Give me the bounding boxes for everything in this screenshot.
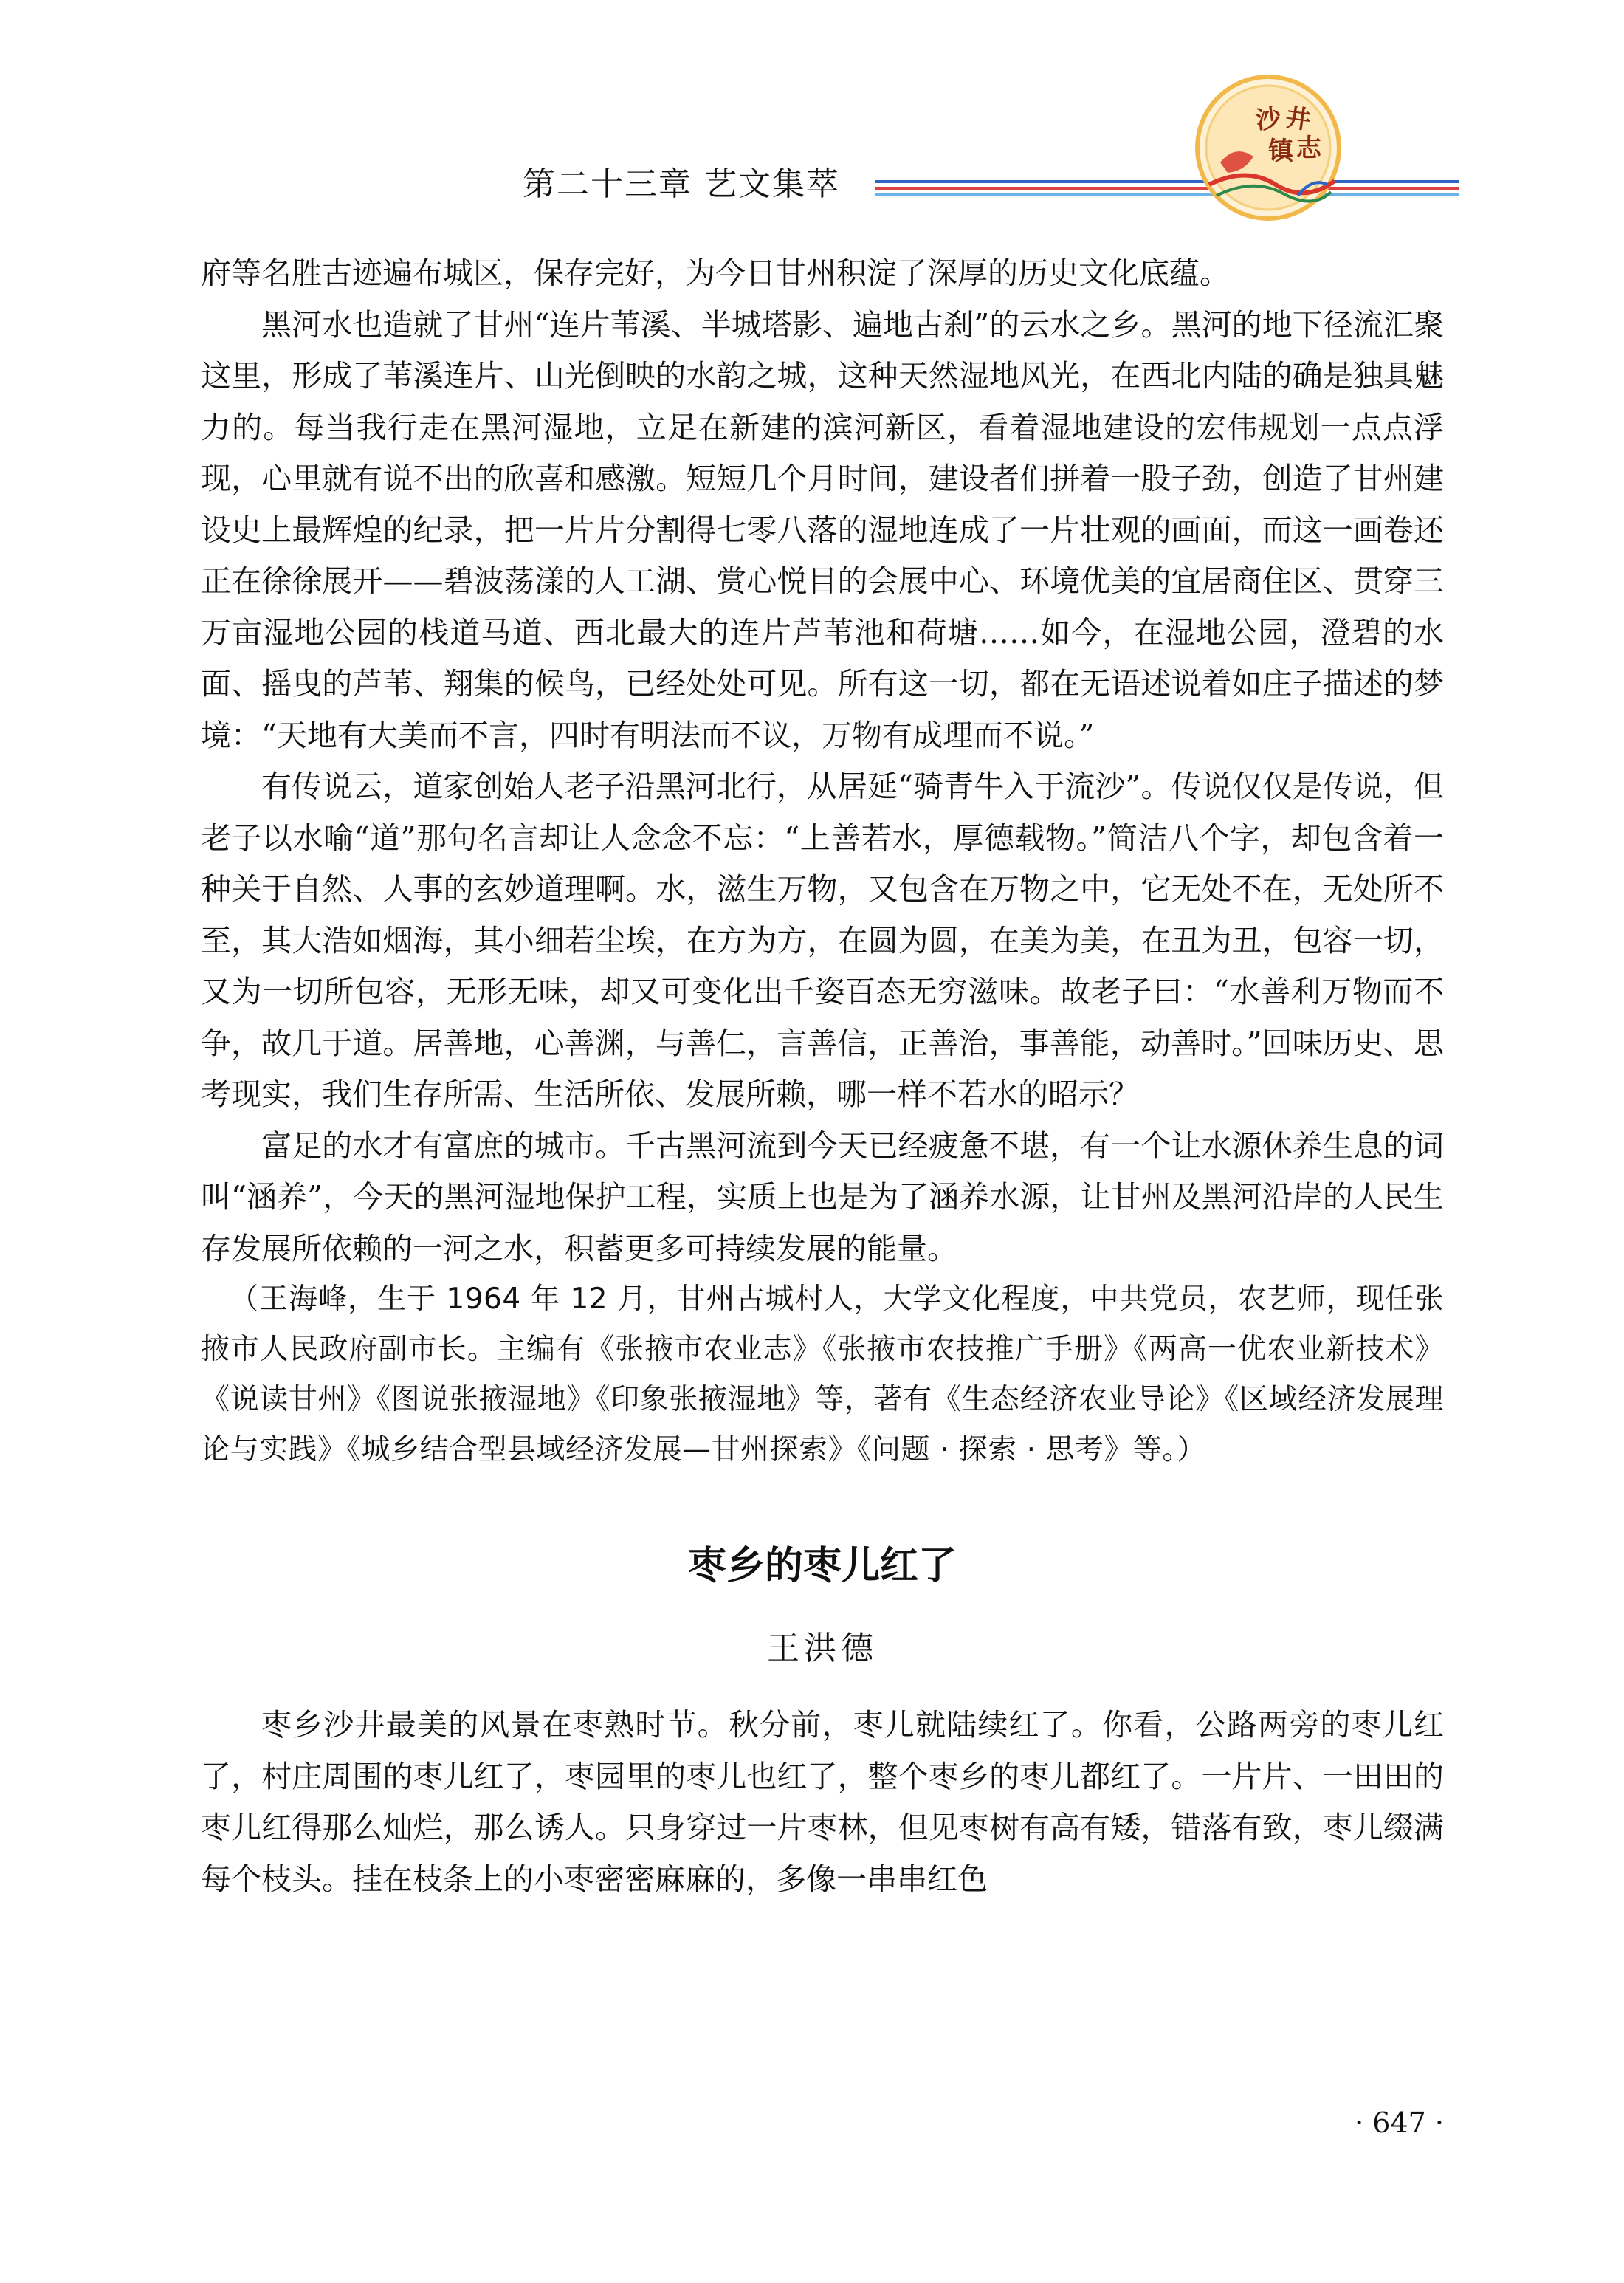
page-header bbox=[0, 0, 1624, 222]
article-paragraph-1: 枣乡沙井最美的风景在枣熟时节。秋分前，枣儿就陆续红了。你看，公路两旁的枣儿红了，村庄周围的枣儿红了，枣园里的枣儿也红了，整个枣乡的枣儿都红了。一片片、一田田的枣儿红得那么灿烂，那么诱人。只身穿过一片枣林，但见枣树有高有矮，错落有致，枣儿缀满每个枝头。挂在枝条上的小枣密密麻麻的，多像一串串红色 bbox=[201, 1707, 1444, 1897]
body-paragraph-2: 黑河水也造就了甘州“连片苇溪、半城塔影、遍地古刹”的云水之乡。黑河的地下径流汇聚这里，形成了苇溪连片、山光倒映的水韵之城，这种天然湿地风光，在西北内陆的确是独具魅力的。每当我行走在黑河湿地，立足在新建的滨河新区，看着湿地建设的宏伟规划一点点浮现，心里就有说不出的欣喜和感激。短短几个月时间，建设者们拼着一股子劲，创造了甘州建设史上最辉煌的纪录，把一片片分割得七零八落的湿地连成了一片壮观的画面，而这一画卷还正在徐徐展开——碧波荡漾的人工湖、赏心悦目的会展中心、环境优美的宜居商住区、贯穿三万亩湿地公园的栈道马道、西北最大的连片芦苇池和荷塘……如今，在湿地公园，澄碧的水面、摇曳的芦苇、翔集的候鸟，已经处处可见。所有这一切，都在无语述说着如庄子描述的梦境：“天地有大美而不言，四时有明法而不议，万物有成理而不说。” bbox=[201, 306, 1444, 753]
header-rule-light-blue bbox=[875, 193, 1459, 196]
page-content bbox=[201, 248, 1444, 1905]
header-rules bbox=[875, 180, 1459, 202]
emblem-char-3: 镇 bbox=[1268, 137, 1293, 166]
emblem-char-1: 沙 bbox=[1253, 103, 1283, 136]
page-number: · 647 · bbox=[1355, 2107, 1444, 2139]
emblem-seal-icon bbox=[1194, 74, 1342, 222]
body-paragraph-3: 有传说云，道家创始人老子沿黑河北行，从居延“骑青牛入于流沙”。传说仅仅是传说，但老子以水喻“道”那句名言却让人念念不忘：“上善若水，厚德载物。”简洁八个字，却包含着一种关于自然、人事的玄妙道理啊。水，滋生万物，又包含在万物之中，它无处不在，无处所不至，其大浩如烟海，其小细若尘埃，在方为方，在圆为圆，在美为美，在丑为丑，包容一切，又为一切所包容，无形无味，却又可变化出千姿百态无穷滋味。故老子曰：“水善利万物而不争，故几于道。居善地，心善渊，与善仁，言善信，正善治，事善能，动善时。”回味历史、思考现实，我们生存所需、生活所依、发展所赖，哪一样不若水的昭示？ bbox=[201, 769, 1444, 1112]
header-rule-blue bbox=[875, 180, 1459, 183]
emblem-char-2: 井 bbox=[1283, 103, 1312, 136]
town-chronicle-emblem bbox=[1194, 74, 1342, 222]
chapter-title: 第二十三章 艺文集萃 bbox=[523, 165, 840, 203]
article-title: 枣乡的枣儿红了 bbox=[687, 1544, 957, 1588]
header-rule-red bbox=[875, 187, 1459, 190]
emblem-char-4: 志 bbox=[1296, 134, 1321, 163]
author-bio-note: （王海峰，生于 1964 年 12 月，甘州古城村人，大学文化程度，中共党员，农艺师，现任张掖市人民政府副市长。主编有《张掖市农业志》《张掖市农技推广手册》《两高一优农业新技术》《说读甘州》《图说张掖湿地》《印象张掖湿地》等，著有《生态经济农业导论》《区域经济发展理论与实践》《城乡结合型县域经济发展—甘州探索》《问题 · 探索 · 思考》等。） bbox=[201, 1283, 1444, 1466]
body-paragraph-4: 富足的水才有富庶的城市。千古黑河流到今天已经疲惫不堪，有一个让水源休养生息的词叫“涵养”，今天的黑河湿地保护工程，实质上也是为了涵养水源，让甘州及黑河沿岸的人民生存发展所依赖的一河之水，积蓄更多可持续发展的能量。 bbox=[201, 1127, 1444, 1266]
body-paragraph-1: 府等名胜古迹遍布城区，保存完好，为今日甘州积淀了深厚的历史文化底蕴。 bbox=[201, 255, 1230, 291]
article-author: 王洪德 bbox=[767, 1630, 878, 1667]
